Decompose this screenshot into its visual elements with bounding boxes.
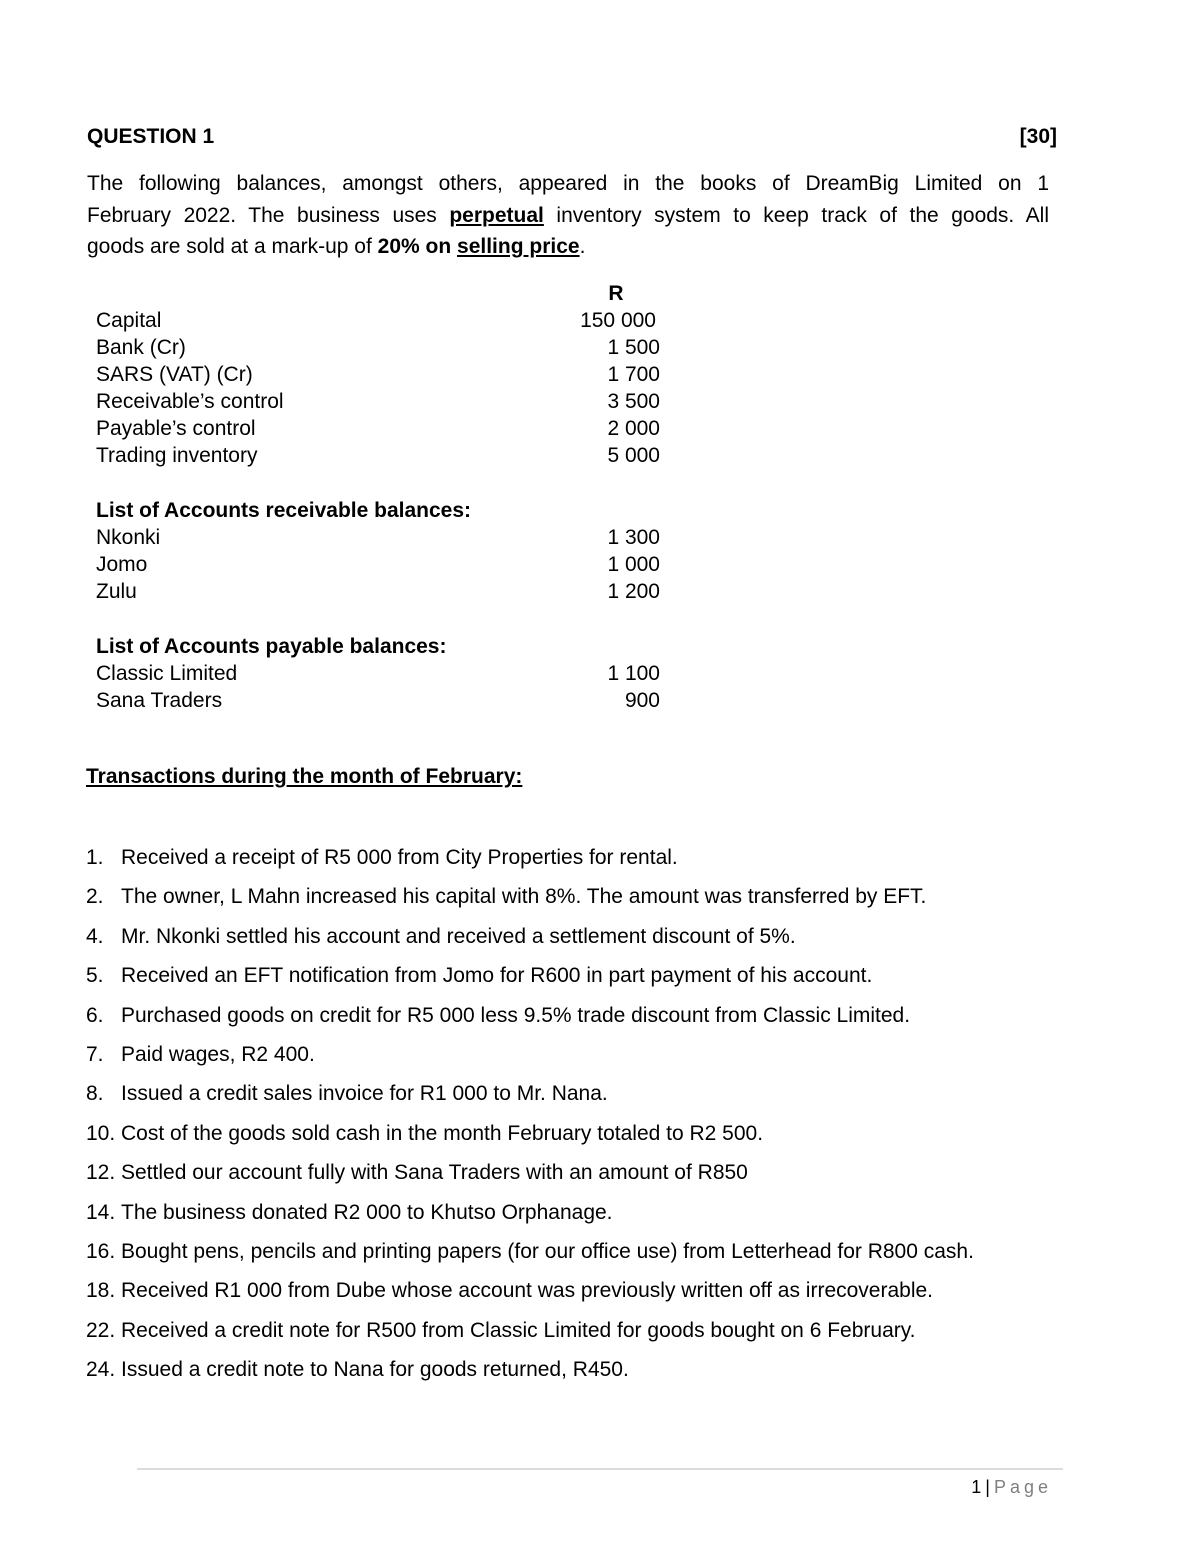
transaction-item: [86, 1001, 1086, 1040]
receivable-row: [96, 524, 666, 551]
transaction-text: Received a credit note for R500 from Classic Limited for goods bought on 6 February.: [121, 1318, 916, 1342]
transaction-text: Purchased goods on credit for R5 000 less 9.5% trade discount from Classic Limited.: [121, 1003, 911, 1027]
balance-label: SARS (VAT) (Cr): [96, 363, 253, 386]
receivable-amount: 1 000: [607, 553, 660, 576]
page-footer: [971, 1477, 1052, 1498]
balance-label: Trading inventory: [96, 444, 258, 467]
transaction-item: [86, 961, 1086, 1000]
transaction-item: [86, 843, 1086, 882]
transaction-text: Issued a credit note to Nana for goods returned, R450.: [121, 1358, 629, 1382]
intro-line-3: [87, 231, 1049, 263]
currency-header-row: [96, 280, 666, 307]
transaction-item: [86, 1119, 1086, 1158]
perpetual-term: perpetual: [449, 203, 544, 227]
markup-percent: 20% on: [377, 235, 458, 258]
balance-row: [96, 307, 666, 334]
transaction-number: 10.: [86, 1121, 116, 1145]
payables-heading: List of Accounts payable balances:: [96, 635, 447, 658]
transaction-number: 16.: [86, 1239, 116, 1263]
receivable-label: Zulu: [96, 580, 137, 603]
balance-amount: 1 700: [607, 363, 660, 386]
question-marks: [30]: [1019, 125, 1057, 148]
transaction-item: [86, 922, 1086, 961]
payable-label: Classic Limited: [96, 662, 238, 685]
transaction-number: 12.: [86, 1161, 116, 1185]
balance-row: [96, 415, 666, 442]
transaction-item: [86, 1276, 1086, 1315]
question-title: QUESTION 1: [87, 125, 215, 148]
transaction-number: 22.: [86, 1318, 116, 1342]
balance-label: Receivable’s control: [96, 390, 284, 413]
transaction-text: Mr. Nkonki settled his account and received a settlement discount of 5%.: [121, 924, 796, 948]
receivable-amount: 1 200: [607, 580, 660, 603]
transaction-item: [86, 1040, 1086, 1079]
balance-amount: 5 000: [607, 444, 660, 467]
balance-amount: 2 000: [607, 417, 660, 440]
footer-separator: |: [985, 1477, 990, 1497]
receivable-label: Jomo: [96, 553, 148, 576]
transaction-number: 18.: [86, 1279, 116, 1303]
transactions-heading: Transactions during the month of February:: [86, 765, 523, 788]
transaction-text: Settled our account fully with Sana Traders with an amount of R850: [121, 1161, 748, 1185]
receivables-heading: List of Accounts receivable balances:: [96, 499, 472, 522]
transaction-item: [86, 1198, 1086, 1237]
intro-line-3-d: .: [579, 235, 586, 258]
transaction-number: 4.: [86, 924, 104, 948]
intro-line-2-c: inventory system to keep track of the goods. All: [543, 203, 1049, 227]
transaction-text: Issued a credit sales invoice for R1 000 to Mr. Nana.: [121, 1082, 608, 1106]
balance-amount: 150 000: [580, 309, 656, 332]
transaction-number: 6.: [86, 1003, 104, 1027]
transaction-number: 8.: [86, 1082, 104, 1106]
transaction-item: [86, 1316, 1086, 1355]
payable-amount: 900: [624, 689, 660, 712]
balance-amount: 1 500: [607, 336, 660, 359]
transaction-text: Paid wages, R2 400.: [121, 1042, 315, 1066]
transaction-text: Received an EFT notification from Jomo for R600 in part payment of his account.: [121, 964, 873, 988]
balance-row: [96, 334, 666, 361]
payable-row: [96, 660, 666, 687]
transaction-text: The owner, L Mahn increased his capital with 8%. The amount was transferred by EFT.: [121, 885, 927, 909]
receivable-amount: 1 300: [607, 526, 660, 549]
transaction-item: [86, 882, 1086, 921]
question-heading: [87, 125, 1057, 155]
receivable-row: [96, 578, 666, 605]
intro-line-2: [87, 200, 1049, 232]
page-word: Page: [993, 1477, 1052, 1497]
balance-label: Payable’s control: [96, 417, 256, 440]
balance-label: Bank (Cr): [96, 336, 186, 359]
transaction-number: 14.: [86, 1200, 116, 1224]
transaction-number: 2.: [86, 885, 104, 909]
receivable-label: Nkonki: [96, 526, 161, 549]
balance-row: [96, 388, 666, 415]
transaction-text: Cost of the goods sold cash in the month February totaled to R2 500.: [121, 1121, 764, 1145]
payable-row: [96, 687, 666, 714]
transaction-number: 24.: [86, 1358, 116, 1382]
spacer: [96, 605, 666, 633]
currency-header: R: [608, 282, 624, 305]
intro-line-2-a: February 2022. The business uses: [87, 203, 450, 227]
payable-amount: 1 100: [607, 662, 660, 685]
balance-amount: 3 500: [607, 390, 660, 413]
payable-label: Sana Traders: [96, 689, 223, 712]
transaction-text: Bought pens, pencils and printing papers (for our office use) from Letterhead for R800 cash.: [121, 1239, 974, 1263]
transaction-item: [86, 1237, 1086, 1276]
transaction-number: 7.: [86, 1042, 104, 1066]
intro-line-3-a: goods are sold at a mark-up of: [87, 235, 378, 258]
balance-label: Capital: [96, 309, 162, 332]
balance-row: [96, 442, 666, 469]
balances-table: [96, 280, 666, 714]
transaction-item: [86, 1079, 1086, 1118]
intro-paragraph: [87, 168, 1049, 263]
footer-divider: [137, 1468, 1063, 1470]
receivable-row: [96, 551, 666, 578]
spacer: [96, 469, 666, 497]
transaction-text: Received a receipt of R5 000 from City Properties for rental.: [121, 846, 678, 869]
page-number: 1: [971, 1477, 982, 1497]
transaction-number: 5.: [86, 964, 104, 988]
transaction-text: The business donated R2 000 to Khutso Orphanage.: [121, 1200, 613, 1224]
transaction-item: [86, 1158, 1086, 1197]
transaction-item: [86, 1355, 1086, 1394]
selling-price-term: selling price: [457, 235, 580, 258]
transactions-list: [86, 843, 1086, 1394]
balance-row: [96, 361, 666, 388]
transaction-text: Received R1 000 from Dube whose account was previously written off as irrecoverable.: [121, 1279, 934, 1303]
intro-line-1: The following balances, amongst others, appeared in the books of DreamBig Limited on 1: [87, 172, 1049, 195]
transaction-number: 1.: [86, 846, 104, 869]
